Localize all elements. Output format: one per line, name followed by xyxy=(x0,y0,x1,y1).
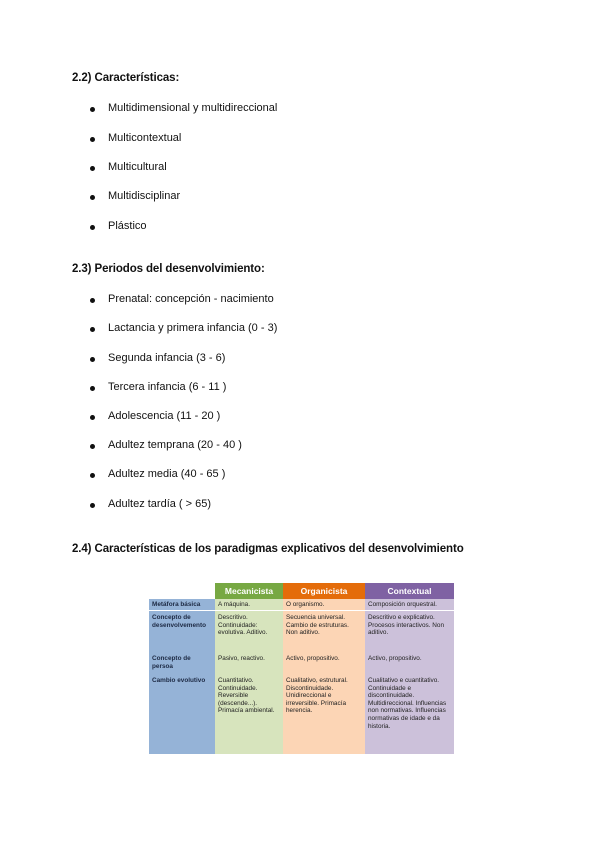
paradigms-table xyxy=(149,583,454,754)
table-cell: Secuencia universal. Cambio de estruturas. Non aditivo. xyxy=(286,614,349,637)
table-cell: Pasivo, reactivo. xyxy=(218,655,265,662)
row-label: Cambio evolutivo xyxy=(152,677,206,684)
bullet-icon xyxy=(90,473,95,478)
table-cell: Descritivo e explicativo. Procesos interactivos. Non aditivo. xyxy=(368,614,445,637)
header-contextual: Contextual xyxy=(365,583,454,599)
bullet-icon xyxy=(90,225,95,230)
bullet-icon xyxy=(90,137,95,142)
table-cell: A máquina. xyxy=(218,601,250,608)
row-label: Concepto de desenvolvemento xyxy=(152,614,206,629)
table-cell: O organismo. xyxy=(286,601,325,608)
table-cell: Cualitativo, estrutural. Discontinuidade. Unidireccional e irreversible. Primacía herencia. xyxy=(286,677,348,715)
section-title: 2.4) Características de los paradigmas explicativos del desenvolvimiento xyxy=(72,543,464,555)
table-cell: Activo, propositivo. xyxy=(286,655,340,662)
bullet-icon xyxy=(90,415,95,420)
bullet-icon xyxy=(90,107,95,112)
bullet-icon xyxy=(90,298,95,303)
bullet-icon xyxy=(90,386,95,391)
row-label: Metáfora básica xyxy=(152,601,201,608)
header-organicista: Organicista xyxy=(283,583,365,599)
section-title: 2.2) Características: xyxy=(72,72,180,84)
section-title: 2.3) Periodos del desenvolvimiento: xyxy=(72,263,265,275)
table-cell: Composición orquestral. xyxy=(368,601,437,608)
bullet-icon xyxy=(90,357,95,362)
bullet-icon xyxy=(90,195,95,200)
table-cell: Descritivo. Continuidade: evolutiva. Aditivo. xyxy=(218,614,268,637)
row-label: Concepto de persoa xyxy=(152,655,191,670)
bullet-icon xyxy=(90,503,95,508)
table-cell: Cualitativo e cuantitativo. Continuidade e discontinuidade. Multidireccional. Influencias non normativas. Influencias normativas de idade e da historia. xyxy=(368,677,447,730)
bullet-icon xyxy=(90,166,95,171)
table-cell: Cuantitativo. Continuidade. Reversible (descende...). Primacía ambiental. xyxy=(218,677,275,715)
header-mecanicista: Mecanicista xyxy=(215,583,283,599)
bullet-icon xyxy=(90,327,95,332)
bullet-icon xyxy=(90,444,95,449)
row-divider xyxy=(149,610,454,611)
table-cell: Activo, propositivo. xyxy=(368,655,422,662)
